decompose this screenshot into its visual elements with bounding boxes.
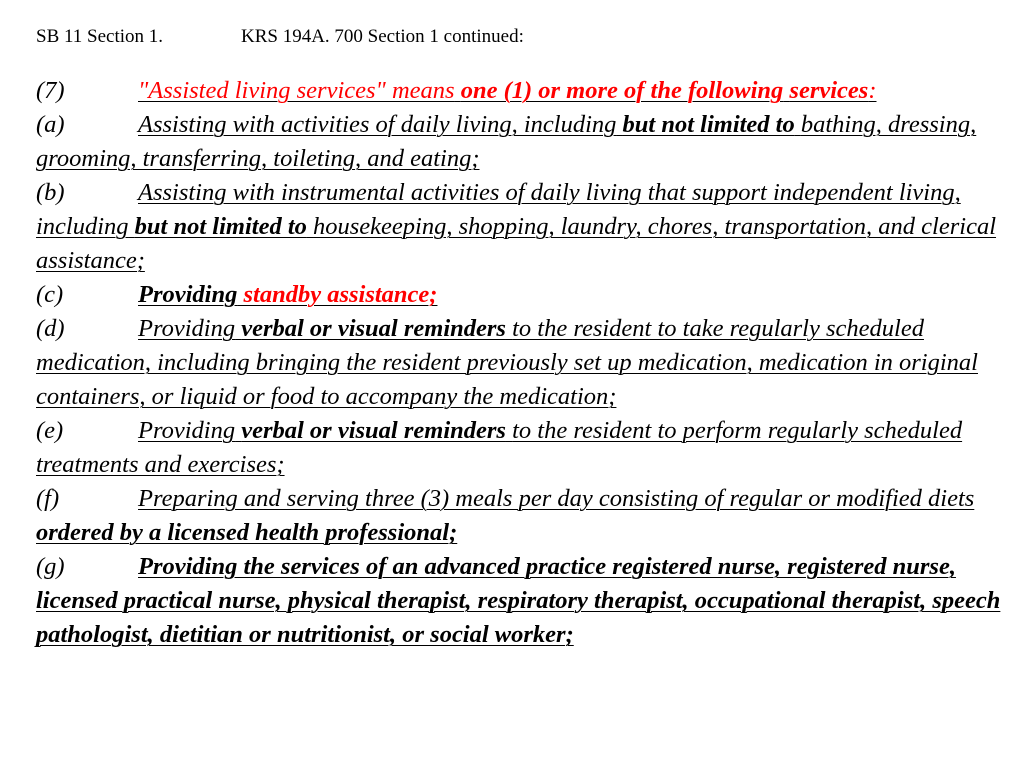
subsection-text: Providing <box>138 417 236 444</box>
subsection-number: (a) <box>36 111 65 138</box>
definition-lead: "Assisted living services" means <box>138 77 455 104</box>
subsection-text: housekeeping, shopping, laundry, chores, transportation, and clerical assistance; <box>36 213 997 274</box>
paragraph-number: (7) <box>36 77 65 104</box>
subsection-bold-text: but not limited to <box>622 111 795 138</box>
bill-section-label: SB 11 Section 1. <box>36 26 164 47</box>
subsection-text: to the resident to perform regularly scheduled treatments and exercises; <box>36 417 963 478</box>
subsection-a <box>36 108 1006 176</box>
definition-paragraph-7 <box>36 74 1006 108</box>
definition-services-word: services <box>789 77 869 104</box>
subsection-text: Providing <box>138 315 236 342</box>
subsection-text: Assisting with instrumental activities of daily living that support independent living, including <box>36 179 961 240</box>
subsection-number: (d) <box>36 315 65 342</box>
subsection-e <box>36 414 1006 482</box>
definition-emphasis: one (1) or more of the following <box>460 77 784 104</box>
subsection-bold-text: Providing <box>138 281 238 308</box>
subsection-text: Assisting with activities of daily living, including <box>138 111 617 138</box>
subsection-g <box>36 550 1006 652</box>
subsection-bold-text: Providing the services of an advanced practice registered nurse, registered nurse, licensed practical nurse, physical therapist, respiratory therapist, occupational therapist, speech pathologist, dietitian or nutritionist, or social worker; <box>36 553 1001 648</box>
subsection-text: bathing, dressing, grooming, transferring, toileting, and eating; <box>36 111 977 172</box>
subsection-number: (e) <box>36 417 64 444</box>
subsection-number: (c) <box>36 281 64 308</box>
subsection-bold-text: verbal or visual reminders <box>241 417 506 444</box>
subsection-number: (g) <box>36 553 65 580</box>
subsection-red-emphasis: standby assistance; <box>243 281 438 308</box>
statute-text-body <box>36 74 1006 652</box>
subsection-c <box>36 278 1006 312</box>
subsection-bold-text: but not limited to <box>134 213 307 240</box>
statute-label: KRS 194A. 700 Section 1 continued: <box>241 26 524 47</box>
subsection-text: Preparing and serving three (3) meals per day consisting of regular or modified diets <box>138 485 975 512</box>
slide-header <box>36 26 524 48</box>
subsection-text: to the resident to take regularly scheduled medication, including bringing the resident previously set up medication, medication in original containers, or liquid or food to accompany the medication; <box>36 315 978 410</box>
subsection-d <box>36 312 1006 414</box>
subsection-number: (b) <box>36 179 65 206</box>
definition-colon: : <box>868 77 877 104</box>
subsection-b <box>36 176 1006 278</box>
subsection-f <box>36 482 1006 550</box>
subsection-bold-text: ordered by a licensed health professional; <box>36 519 458 546</box>
subsection-number: (f) <box>36 485 60 512</box>
subsection-bold-text: verbal or visual reminders <box>241 315 506 342</box>
